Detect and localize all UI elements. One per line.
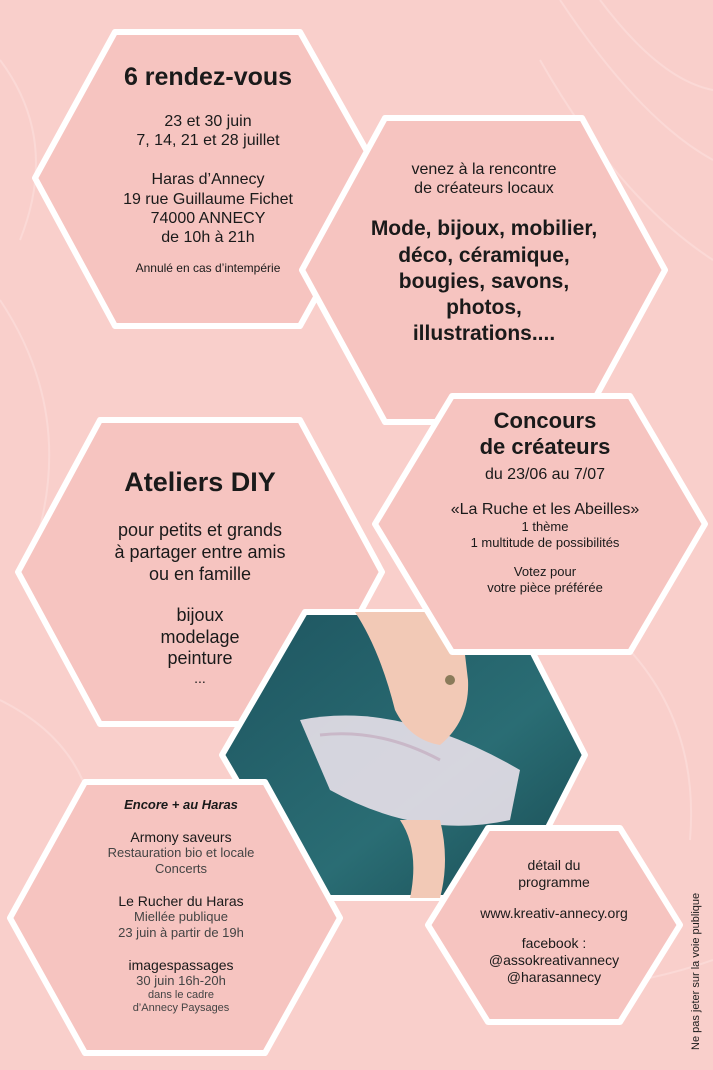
title-ateliers: Ateliers DIY bbox=[124, 467, 276, 497]
facebook-label: facebook : bbox=[521, 935, 587, 952]
dates-line2: 7, 14, 21 et 28 juillet bbox=[136, 132, 280, 150]
block-ateliers bbox=[45, 466, 355, 687]
category-line2: déco, céramique, bbox=[398, 243, 570, 267]
atelier-item-peinture: peinture bbox=[167, 648, 233, 669]
concours-title-line2: de créateurs bbox=[479, 434, 611, 460]
block-rendez-vous bbox=[60, 62, 356, 276]
concours-theme-line1: 1 thème bbox=[521, 519, 569, 535]
dates-line1: 23 et 30 juin bbox=[164, 113, 252, 130]
rucher-line1: Miellée publique bbox=[134, 909, 228, 925]
ateliers-desc-line2: à partager entre amis bbox=[114, 541, 286, 562]
facebook-handle-2[interactable]: @harasannecy bbox=[506, 968, 602, 985]
atelier-item-modelage: modelage bbox=[160, 626, 240, 647]
side-note: Ne pas jeter sur la voie publique bbox=[690, 892, 702, 1050]
armony-line2: Concerts bbox=[154, 860, 208, 876]
concours-theme-title: «La Ruche et les Abeilles» bbox=[450, 500, 640, 518]
atelier-item-bijoux: bijoux bbox=[176, 605, 224, 626]
block-programme bbox=[440, 857, 668, 986]
ateliers-desc-line3: ou en famille bbox=[148, 563, 252, 584]
venue-name: Haras d’Annecy bbox=[151, 171, 265, 189]
block-concours bbox=[400, 408, 690, 596]
rucher-title: Le Rucher du Haras bbox=[118, 892, 244, 909]
armony-line1: Restauration bio et locale bbox=[107, 845, 255, 861]
venue-city: 74000 ANNECY bbox=[150, 209, 266, 227]
concours-dates: du 23/06 au 7/07 bbox=[484, 465, 606, 483]
imagespassages-title: imagespassages bbox=[128, 956, 234, 973]
category-line1: Mode, bijoux, mobilier, bbox=[370, 217, 598, 241]
programme-line1: détail du bbox=[527, 857, 581, 873]
weather-note: Annulé en cas d’intempérie bbox=[135, 261, 281, 276]
block-createurs bbox=[322, 160, 646, 348]
imagespassages-line1: 30 juin 16h-20h bbox=[136, 973, 226, 989]
encore-header: Encore + au Haras bbox=[124, 797, 238, 812]
category-line3: bougies, savons, bbox=[398, 269, 570, 293]
facebook-handle-1[interactable]: @assokreativannecy bbox=[488, 952, 620, 969]
intro-line1: venez à la rencontre bbox=[411, 161, 557, 178]
concours-vote-line1: Votez pour bbox=[513, 564, 577, 580]
atelier-item-more: ... bbox=[194, 669, 206, 686]
rucher-line2: 23 juin à partir de 19h bbox=[118, 924, 244, 940]
concours-title-line1: Concours bbox=[493, 408, 597, 433]
intro-line2: de créateurs locaux bbox=[414, 180, 554, 198]
armony-title: Armony saveurs bbox=[130, 828, 232, 845]
category-line4: photos, bbox=[446, 296, 522, 320]
concours-vote-line2: votre pièce préférée bbox=[487, 579, 603, 595]
block-encore bbox=[50, 797, 312, 1015]
title-rendez-vous: 6 rendez-vous bbox=[123, 63, 293, 91]
imagespassages-line3: d’Annecy Paysages bbox=[132, 1002, 230, 1015]
imagespassages-line2: dans le cadre bbox=[147, 988, 215, 1001]
opening-hours: de 10h à 21h bbox=[161, 228, 255, 246]
concours-theme-line2: 1 multitude de possibilités bbox=[470, 534, 620, 550]
ateliers-desc-line1: pour petits et grands bbox=[117, 520, 283, 541]
venue-street: 19 rue Guillaume Fichet bbox=[123, 190, 293, 208]
website-link[interactable]: www.kreativ-annecy.org bbox=[480, 904, 628, 921]
programme-line2: programme bbox=[518, 873, 590, 890]
category-line5: illustrations.... bbox=[412, 322, 556, 346]
